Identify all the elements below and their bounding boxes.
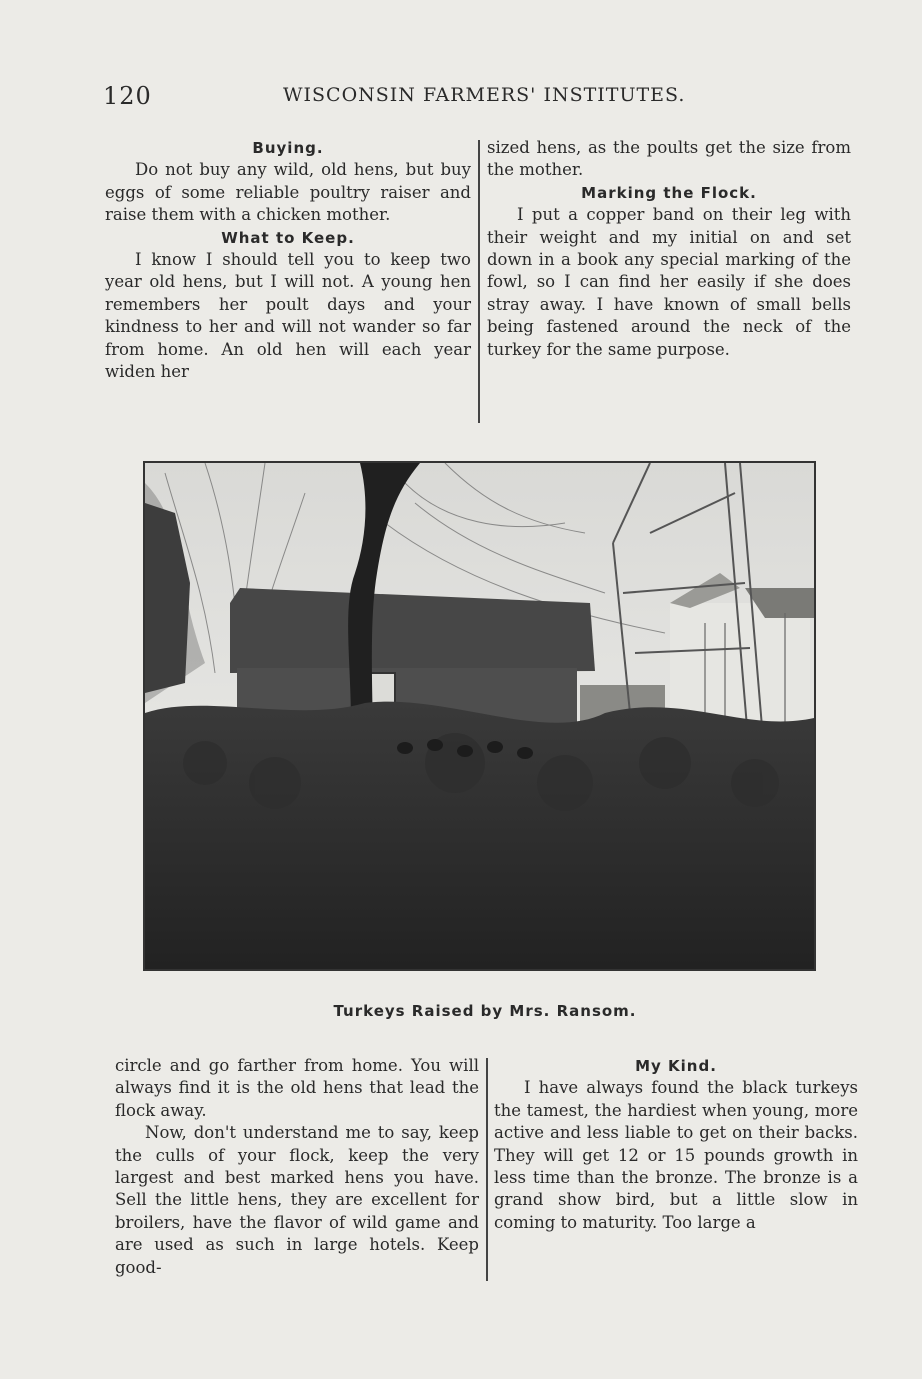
page-header [103, 80, 686, 116]
paragraph-my-kind: I have always found the black turkeys the tamest, the hardiest when young, more active and less liable to get on their backs. They will get 12 or 15 pounds growth in less time than the bronze. The bronze is a grand show bird, but a little slow in coming to maturity. Too large a [494, 1078, 858, 1232]
bottom-left-column [115, 1055, 479, 1279]
figure-caption: Turkeys Raised by Mrs. Ransom. [333, 1002, 637, 1020]
heading-buying: Buying. [252, 139, 324, 157]
turkey-farm-photograph [143, 461, 816, 971]
paragraph-now: Now, don't understand me to say, keep the culls of your flock, keep the very largest and best marked hens you have. Sell the little hens, they are excellent for broilers, have the flavor of wild game and are used as such in large hotels. Keep good- [115, 1123, 479, 1277]
column-divider-top [478, 140, 480, 423]
heading-marking-the-flock: Marking the Flock. [581, 183, 757, 202]
top-right-column [487, 137, 851, 361]
paragraph-marking: I put a copper band on their leg with their weight and my initial on and set down in a book any special marking of the fowl, so I can find her easily if she does stray away. I have known of small bells being fastened around the neck of the turkey for the same purpose. [487, 205, 851, 359]
heading-my-kind: My Kind. [635, 1057, 717, 1075]
running-title: WISCONSIN FARMERS' INSTITUTES. [283, 84, 686, 106]
paragraph-circle: circle and go farther from home. You will always find it is the old hens that lead the flock away. [115, 1056, 479, 1120]
bottom-right-column [494, 1055, 858, 1234]
heading-what-to-keep: What to Keep. [221, 228, 355, 247]
page-number: 120 [103, 82, 152, 110]
paragraph-buying: Do not buy any wild, old hens, but buy eggs of some reliable poultry raiser and raise them with a chicken mother. [105, 160, 471, 225]
top-left-column [105, 137, 471, 383]
paragraph-what-to-keep: I know I should tell you to keep two year old hens, but I will not. A young hen remembers her poult days and your kindness to her and will not wander so far from home. An old hen will each year widen her [105, 250, 471, 382]
paragraph-sized-hens: sized hens, as the poults get the size from the mother. [487, 138, 851, 180]
column-divider-bottom [486, 1058, 488, 1281]
